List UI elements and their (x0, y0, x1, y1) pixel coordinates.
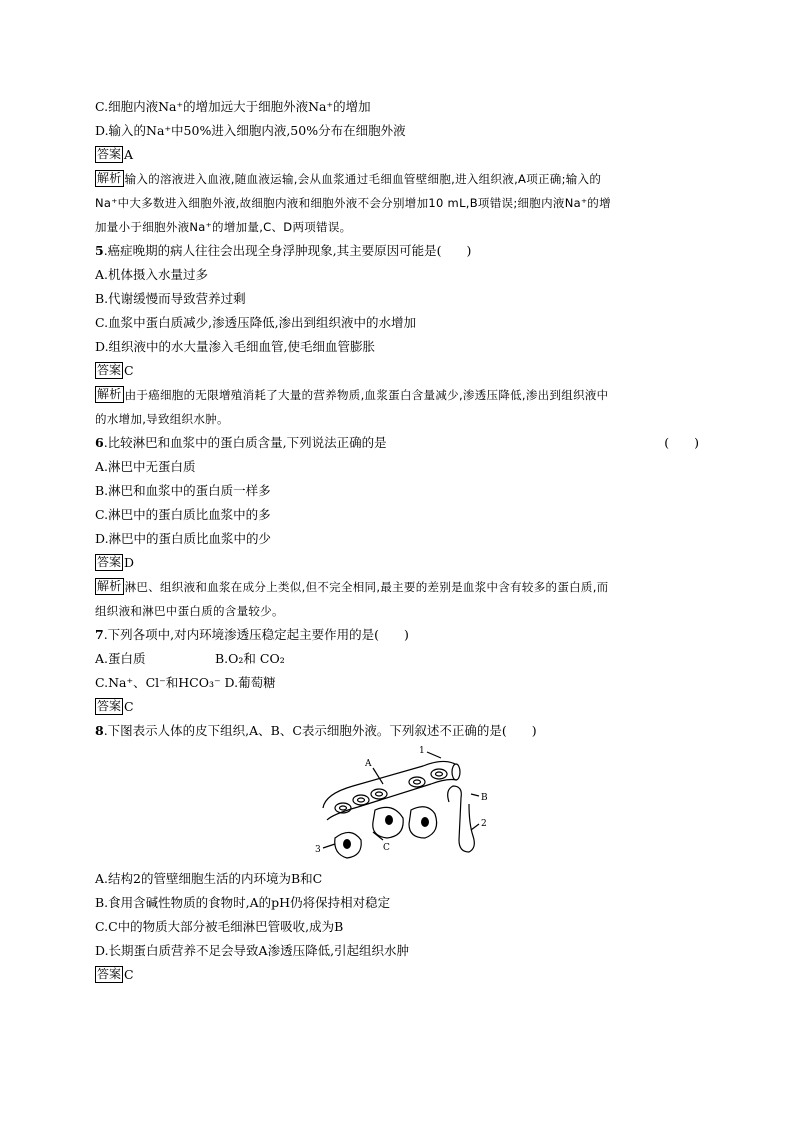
tissue-diagram (313, 744, 503, 860)
q4-explanation (95, 167, 699, 239)
q7-options-ab (95, 647, 699, 671)
q6-option-b: B.淋巴和血浆中的蛋白质一样多 (95, 483, 271, 498)
q5-answer (95, 359, 699, 383)
q5-explanation (95, 383, 699, 431)
capillary-lower-wall (327, 780, 457, 821)
q7-option-b: B.O₂和 CO₂ (215, 651, 285, 666)
q8-answer (95, 963, 699, 987)
q8-option-c: C.C中的物质大部分被毛细淋巴管吸收,成为B (95, 919, 344, 934)
q5-option-d: D.组织液中的水大量渗入毛细血管,使毛细血管膨胀 (95, 339, 376, 354)
answer-tag: 答案 (97, 147, 122, 161)
q6-option-c: C.淋巴中的蛋白质比血浆中的多 (95, 507, 271, 522)
answer-value: C (124, 363, 134, 378)
explanation-text: 加量小于细胞外液Na⁺的增加量,C、D两项错误。 (95, 220, 352, 234)
question-text: .下图表示人体的皮下组织,A、B、C表示细胞外液。下列叙述不正确的是( ) (103, 723, 537, 738)
q7-option-d: D.葡萄糖 (224, 675, 276, 690)
explanation-tag: 解析 (97, 387, 122, 401)
answer-value: C (124, 699, 134, 714)
explanation-text: 的水增加,导致组织水肿。 (95, 412, 229, 426)
label-3: 3 (315, 845, 321, 855)
explanation-text: Na⁺中大多数进入细胞外液,故细胞内液和细胞外液不会分别增加10 mL,B项错误;细胞内液Na⁺的增 (95, 196, 611, 210)
explanation-text: 输入的溶液进入血液,随血液运输,会从血浆通过毛细血管壁细胞,进入组织液,A项正确;输入的 (124, 172, 602, 186)
explanation-tag: 解析 (97, 171, 122, 185)
question-number: 8 (95, 723, 104, 738)
label-B: B (481, 793, 488, 803)
label-2: 2 (481, 819, 487, 829)
explanation-text: 淋巴、组织液和血浆在成分上类似,但不完全相同,最主要的差别是血浆中含有较多的蛋白质,而 (124, 580, 609, 594)
q8-stem (95, 719, 699, 743)
answer-value: D (124, 555, 135, 570)
answer-tag: 答案 (97, 555, 122, 569)
q7-option-c: C.Na⁺、Cl⁻和HCO₃⁻ (95, 675, 221, 690)
answer-tag: 答案 (97, 699, 122, 713)
q8-option-b: B.食用含碱性物质的食物时,A的pH仍将保持相对稳定 (95, 895, 391, 910)
lymph-vessel (448, 786, 475, 852)
question-text: .下列各项中,对内环境渗透压稳定起主要作用的是( ) (103, 627, 409, 642)
question-number: 6 (95, 435, 104, 450)
q7-option-a: A.蛋白质 (95, 651, 146, 666)
q6-option-d: D.淋巴中的蛋白质比血浆中的少 (95, 531, 272, 546)
label-A: A (365, 759, 372, 769)
answer-value: C (124, 967, 134, 982)
q4-option-c: C.细胞内液Na⁺的增加远大于细胞外液Na⁺的增加 (95, 99, 371, 114)
capillary-upper-wall (323, 761, 455, 808)
q5-option-b: B.代谢缓慢而导致营养过剩 (95, 291, 246, 306)
question-number: 7 (95, 627, 104, 642)
explanation-text: 由于癌细胞的无限增殖消耗了大量的营养物质,血浆蛋白含量减少,渗透压降低,渗出到组织液中 (124, 388, 609, 402)
q6-answer (95, 551, 699, 575)
q7-options-cd (95, 671, 699, 695)
q8-option-a: A.结构2的管壁细胞生活的内环境为B和C (95, 871, 323, 886)
q5-stem (95, 239, 699, 263)
q5-option-c: C.血浆中蛋白质减少,渗透压降低,渗出到组织液中的水增加 (95, 315, 417, 330)
question-text: .比较淋巴和血浆中的蛋白质含量,下列说法正确的是 (103, 435, 387, 450)
q7-answer (95, 695, 699, 719)
label-C: C (383, 843, 390, 853)
question-text: .癌症晚期的病人往往会出现全身浮肿现象,其主要原因可能是( ) (103, 243, 472, 258)
q8-option-d: D.长期蛋白质营养不足会导致A渗透压降低,引起组织水肿 (95, 943, 410, 958)
question-number: 5 (95, 243, 104, 258)
q5-option-a: A.机体摄入水量过多 (95, 267, 209, 282)
q6-stem (95, 431, 699, 455)
explanation-tag: 解析 (97, 579, 122, 593)
answer-bracket: ( ) (664, 435, 699, 450)
answer-value: A (124, 147, 134, 162)
q4-option-d: D.输入的Na⁺中50%进入细胞内液,50%分布在细胞外液 (95, 123, 406, 138)
capillary-end (452, 764, 460, 780)
answer-tag: 答案 (97, 363, 122, 377)
q6-explanation (95, 575, 699, 623)
q6-option-a: A.淋巴中无蛋白质 (95, 459, 196, 474)
answer-tag: 答案 (97, 967, 122, 981)
q4-answer (95, 143, 699, 167)
label-1: 1 (419, 746, 425, 756)
q7-stem (95, 623, 699, 647)
explanation-text: 组织液和淋巴中蛋白质的含量较少。 (95, 604, 284, 618)
